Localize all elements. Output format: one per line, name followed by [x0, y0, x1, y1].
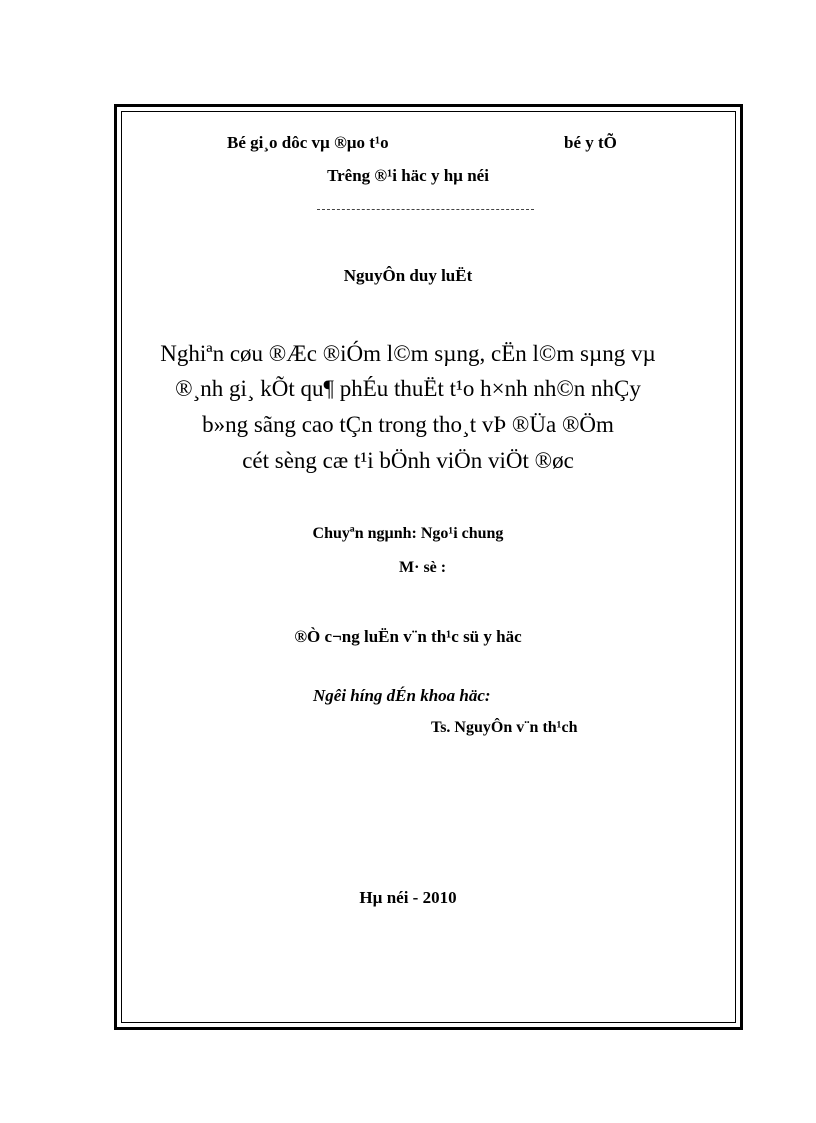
thesis-title-line-4: cét sèng cæ t¹i bÖnh viÖn viÖt ®øc: [242, 448, 574, 473]
advisor-name: Ts. NguyÔn v¨n th¹ch: [431, 719, 578, 736]
place-year: Hµ néi - 2010: [359, 888, 457, 907]
ministry-of-health: bé y tÕ: [564, 133, 617, 152]
document-type: ®Ò c¬ng luËn v¨n th¹c sü y häc: [294, 627, 522, 646]
university-name: Trêng ®¹i häc y hµ néi: [327, 166, 489, 185]
thesis-title-line-1: Nghiªn cøu ®Æc ®iÓm l©m sµng, cËn l©m sµng vµ: [160, 341, 656, 366]
thesis-title-line-3: b»ng sãng cao tÇn trong tho¸t vÞ ®Üa ®Öm: [202, 412, 614, 437]
ministry-of-education: Bé gi¸o dôc vµ ®µo t¹o: [227, 133, 389, 152]
specialty: Chuyªn ngµnh: Ngo¹i chung: [312, 525, 504, 542]
author-name: NguyÔn duy luËt: [343, 266, 473, 285]
thesis-title-line-2: ®¸nh gi¸ kÕt qu¶ phÉu thuËt t¹o h×nh nh©n nhÇy: [175, 376, 641, 401]
code-label: M· sè :: [399, 559, 447, 576]
header-separator: [317, 209, 534, 210]
advisor-label: Ngêi híng dÉn khoa häc:: [313, 686, 491, 705]
